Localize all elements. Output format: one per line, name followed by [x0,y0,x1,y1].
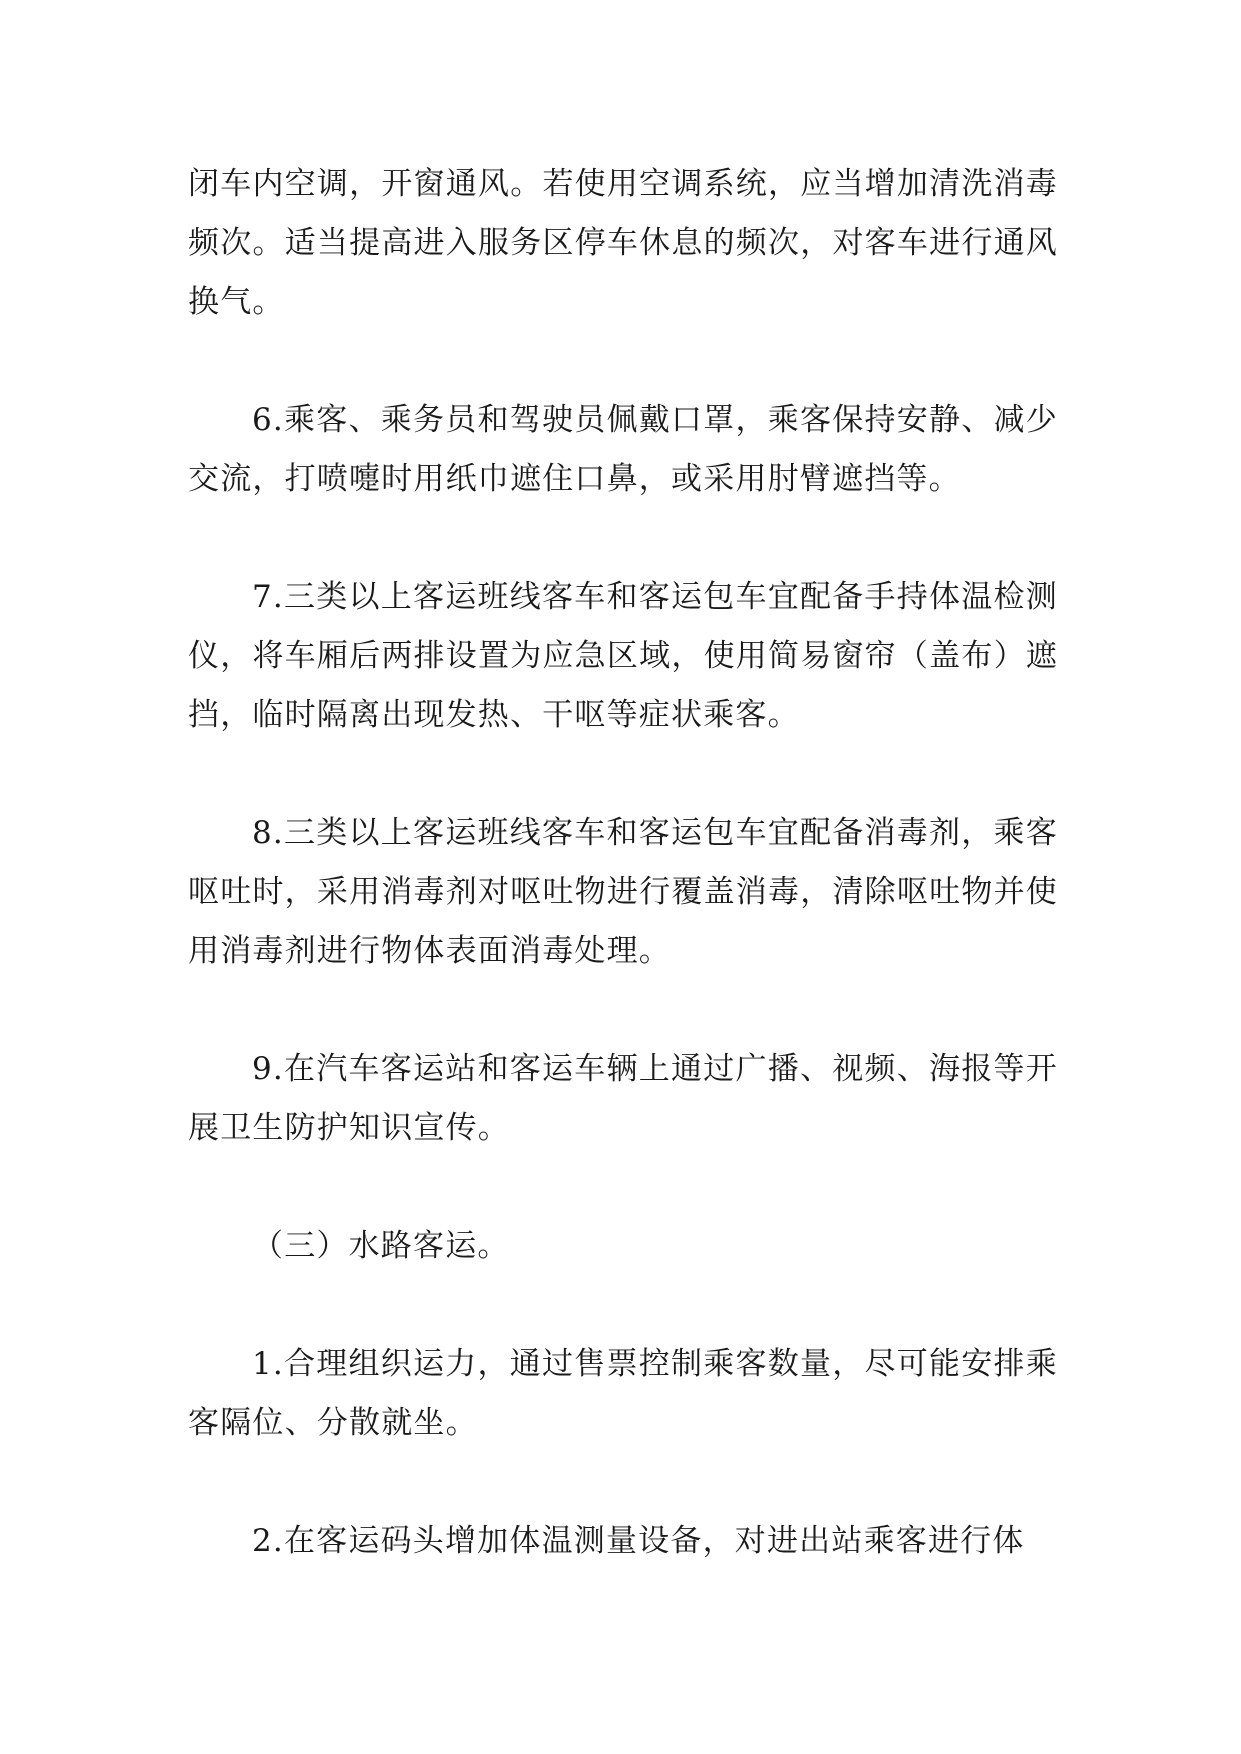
section-heading-water-transport: （三）水路客运。 [252,1228,510,1264]
paragraph-continued: 闭车内空调，开窗通风。若使用空调系统，应当增加清洗消毒频次。适当提高进入服务区停车休息的频次，对客车进行通风换气。 [188,166,1058,320]
paragraph-item-6: 6.乘客、乘务员和驾驶员佩戴口罩，乘客保持安静、减少交流，打喷嚏时用纸巾遮住口鼻，或采用肘臂遮挡等。 [188,402,1058,497]
paragraph-item-8: 8.三类以上客运班线客车和客运包车宜配备消毒剂，乘客呕吐时，采用消毒剂对呕吐物进行覆盖消毒，清除呕吐物并使用消毒剂进行物体表面消毒处理。 [188,815,1058,969]
paragraph-item-7: 7.三类以上客运班线客车和客运包车宜配备手持体温检测仪，将车厢后两排设置为应急区域，使用简易窗帘（盖布）遮挡，临时隔离出现发热、干呕等症状乘客。 [188,579,1058,733]
paragraph-water-item-2: 2.在客运码头增加体温测量设备，对进出站乘客进行体 [252,1523,1025,1559]
paragraph-item-9: 9.在汽车客运站和客运车辆上通过广播、视频、海报等开展卫生防护知识宣传。 [188,1051,1058,1146]
paragraph-water-item-1: 1.合理组织运力，通过售票控制乘客数量，尽可能安排乘客隔位、分散就坐。 [188,1346,1058,1441]
document-body [188,155,1058,1630]
